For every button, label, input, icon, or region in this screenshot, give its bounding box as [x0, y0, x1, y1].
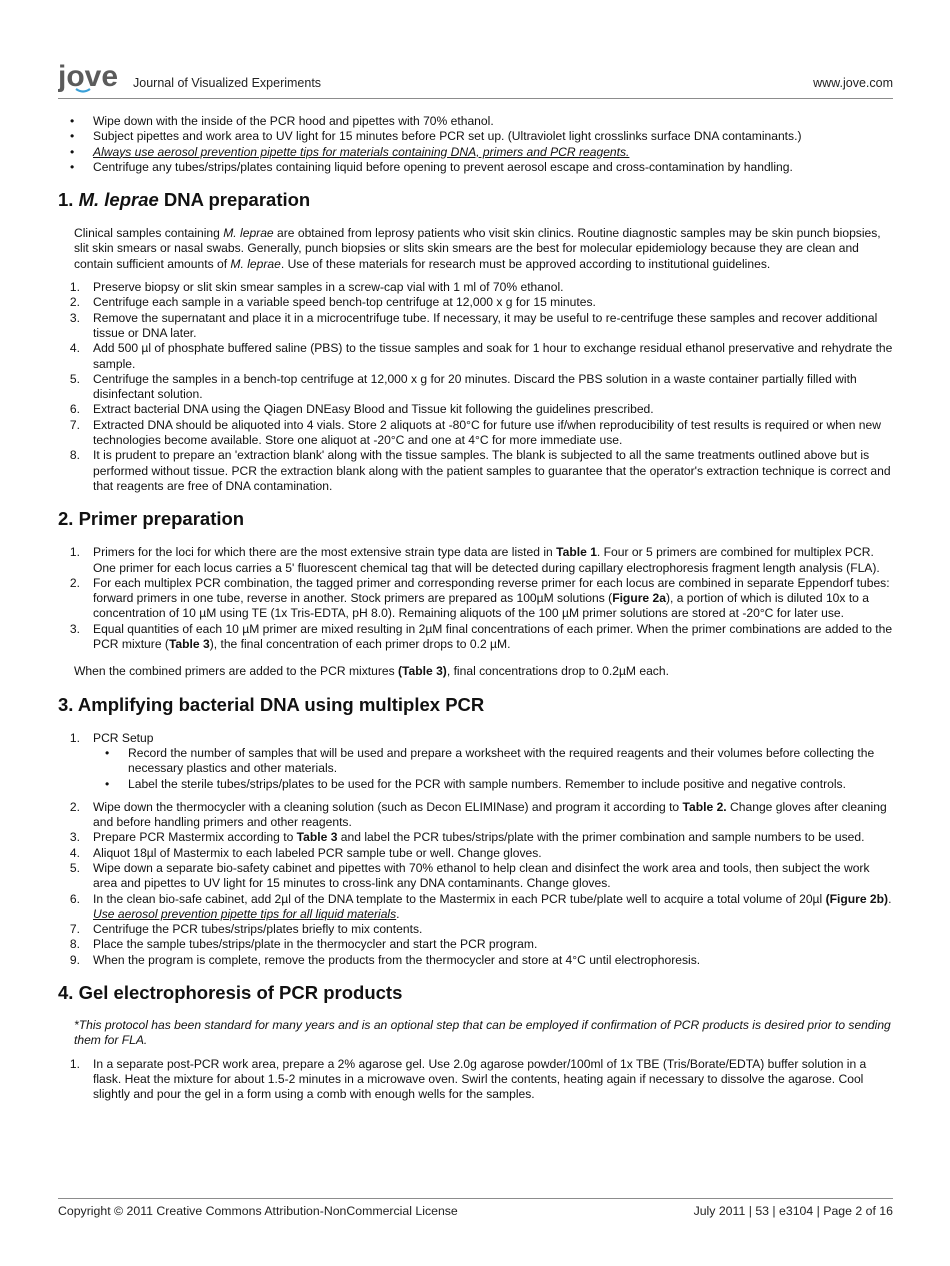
list-item: 8. It is prudent to prepare an 'extraction blank' along with the tissue samples. The blank is subjected to all the same treatments outlined above but is performed without tissue. PCR the extraction blank along with the patient samples to guarantee that the operator's extraction technique is correct and that reagents are free of DNA contamination. — [69, 448, 891, 493]
list-item: • Wipe down with the inside of the PCR hood and pipettes with 70% ethanol. — [58, 114, 894, 129]
section-4-steps — [58, 1057, 894, 1103]
list-item: 7. Centrifuge the PCR tubes/strips/plates briefly to mix contents. — [69, 922, 423, 937]
page-info: July 2011 | 53 | e3104 | Page 2 of 16 — [693, 1204, 893, 1218]
list-item: 2. For each multiplex PCR combination, the tagged primer and corresponding reverse primer for each locus are combined in separate Eppendorf tubes: forward primers in one tube, reverse in another. Stock primers are prepared as 100µM solutions (Figure 2a), a portion of which is diluted 10x to a concentration of 10 µM using TE (1x Tris-EDTA, pH 8.0). Remaining aliquots of the 100 µM primer solutions are stored at -20°C for later use. — [69, 575, 890, 621]
section-3-steps — [58, 731, 894, 968]
list-item — [58, 145, 894, 160]
section-4-note: *This protocol has been standard for many years and is an optional step that can be employed if confirmation of PCR products is desired prior to sending them for FLA. — [74, 1018, 891, 1048]
section-1-intro: Clinical samples containing M. leprae are obtained from leprosy patients who visit skin clinics. Routine diagnostic samples may be skin punch biopsies, slit skin smears or nasal swabs. Generally, punch biopsies or slits skin smears are the best for molecular epidemiology because they are clean and contain sufficient amounts of M. leprae. Use of these materials for research must be approved according to institutional guidelines. — [74, 226, 881, 271]
page-footer — [58, 1198, 893, 1218]
list-item: 4. Aliquot 18µl of Mastermix to each labeled PCR sample tube or well. Change gloves. — [69, 845, 542, 860]
page-content — [58, 114, 894, 1103]
list-item: 1. Preserve biopsy or slit skin smear samples in a screw-cap vial with 1 ml of 70% ethanol. — [69, 280, 564, 295]
list-item: 9. When the program is complete, remove the products from the thermocycler and store at 4°C until electrophoresis. — [69, 952, 701, 967]
list-item: • Subject pipettes and work area to UV light for 15 minutes before PCR set up. (Ultraviolet light crosslinks surface DNA contaminants.) — [58, 129, 894, 144]
list-item: 5. Wipe down a separate bio-safety cabinet and pipettes with 70% ethanol to help clean and disinfect the work area and tools, then subject the work area and pipettes to UV light for 15 minutes to cross-link any DNA contaminants. Change gloves. — [69, 860, 870, 891]
list-item: 7. Extracted DNA should be aliquoted into 4 vials. Store 2 aliquots at -80°C for future use if/when reproducibility of test results is required or when new technologies become available. Store one aliquot at -20°C and one at 4°C for more immediate use. — [69, 417, 881, 448]
section-2-note: When the combined primers are added to the PCR mixtures (Table 3), final concentrations drop to 0.2µM each. — [74, 664, 669, 679]
list-item: 6. Extract bacterial DNA using the Qiagen DNEasy Blood and Tissue kit following the guidelines prescribed. — [69, 402, 654, 417]
emphasized-text: Always use aerosol prevention pipette tips for materials containing DNA, primers and PCR reagents. — [93, 144, 630, 159]
svg-text:jove: jove — [58, 60, 119, 93]
journal-name: Journal of Visualized Experiments — [133, 76, 322, 90]
list-item: 3. Equal quantities of each 10 µM primer are mixed resulting in 2µM final concentrations of each primer. When the primer combinations are added to the PCR mixture (Table 3), the final concentration of each primer drops to 0.2 µM. — [69, 621, 893, 652]
list-item: 4. Add 500 µl of phosphate buffered saline (PBS) to the tissue samples and soak for 1 hour to exchange residual ethanol preservative and rehydrate the sample. — [69, 341, 893, 371]
list-item: 1. Primers for the loci for which there are the most extensive strain type data are listed in Table 1. Four or 5 primers are combined for multiplex PCR. One primer for each locus carries a 5' fluorescent chemical tag that will be detected during capillary electrophoresis fragment length analysis (FLA). — [69, 545, 880, 575]
section-2-steps — [58, 545, 894, 652]
section-2-heading: 2. Primer preparation — [58, 508, 245, 530]
jove-logo — [58, 60, 126, 96]
list-item: 1. PCR Setup • Record the number of samples that will be used and prepare a worksheet with the required reagents and their volumes before collecting the necessary plastics and other materials. • Label the sterile tubes/strips/plates to be used for the PCR with sample numbers. Remember to include positive and negative controls. — [58, 731, 894, 792]
section-3-heading: 3. Amplifying bacterial DNA using multiplex PCR — [58, 693, 485, 715]
list-item: 6. In the clean bio-safe cabinet, add 2µl of the DNA template to the Mastermix in each PCR tube/plate well to acquire a total volume of 20µl (Figure 2b). Use aerosol prevention pipette tips for all liquid materials. — [69, 891, 892, 921]
pcr-setup-sublist — [93, 746, 894, 792]
precautions-list — [58, 114, 894, 175]
list-item: 3. Prepare PCR Mastermix according to Table 3 and label the PCR tubes/strips/plate with the primer combination and sample numbers to be used. — [69, 830, 865, 845]
website-url[interactable]: www.jove.com — [813, 76, 893, 90]
list-item: 5. Centrifuge the samples in a bench-top centrifuge at 12,000 x g for 20 minutes. Discard the PBS solution in a waste container partially filled with disinfectant solution. — [69, 371, 857, 402]
list-item: 2. Centrifuge each sample in a variable speed bench-top centrifuge at 12,000 x g for 15 minutes. — [69, 295, 596, 310]
page-header — [58, 60, 893, 99]
list-item: 8. Place the sample tubes/strips/plate in the thermocycler and start the PCR program. — [69, 937, 538, 952]
list-item: 1. In a separate post-PCR work area, prepare a 2% agarose gel. Use 2.0g agarose powder/100ml of 1x TBE (Tris/Borate/EDTA) buffer solution in a flask. Heat the mixture for about 1.5-2 minutes in a microwave oven. Swirl the contents, heating again if necessary to dissolve the agarose. Cool slightly and pour the gel in a form using a comb with enough wells for the samples. — [69, 1056, 867, 1102]
copyright-text: Copyright © 2011 Creative Commons Attribution-NonCommercial License — [58, 1204, 458, 1218]
section-4-heading: 4. Gel electrophoresis of PCR products — [58, 982, 403, 1004]
section-1-steps — [58, 280, 894, 494]
list-item: • Record the number of samples that will be used and prepare a worksheet with the required reagents and their volumes before collecting the necessary plastics and other materials. — [93, 746, 894, 777]
list-item: 3. Remove the supernatant and place it in a microcentrifuge tube. If necessary, it may be useful to re-centrifuge these samples and recover additional tissue or DNA later. — [69, 310, 878, 340]
list-item: • Centrifuge any tubes/strips/plates containing liquid before opening to prevent aerosol escape and cross-contamination by handling. — [58, 160, 894, 175]
section-1-heading: 1. M. leprae DNA preparation — [58, 189, 311, 211]
list-item: • Label the sterile tubes/strips/plates to be used for the PCR with sample numbers. Remember to include positive and negative controls. — [93, 777, 894, 792]
list-item: 2. Wipe down the thermocycler with a cleaning solution (such as Decon ELIMINase) and program it according to Table 2. Change gloves after cleaning and before handling primers and other reagents. — [69, 799, 887, 830]
